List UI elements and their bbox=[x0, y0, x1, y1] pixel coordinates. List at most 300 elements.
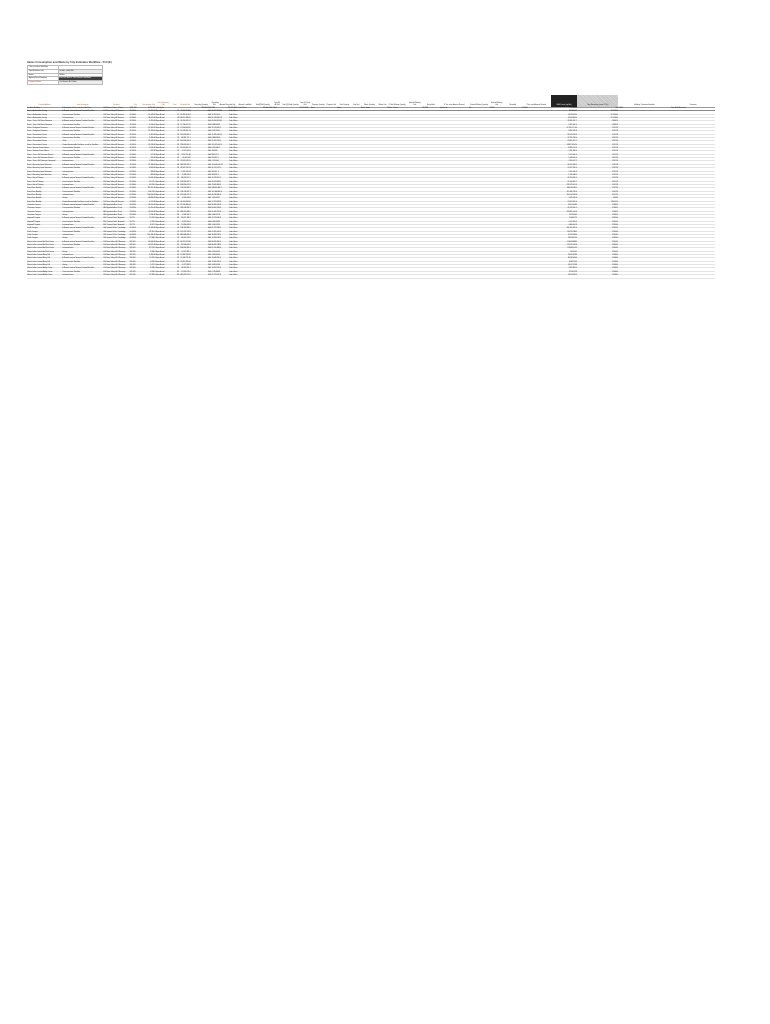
table-cell[interactable]: 38,870.38 bbox=[141, 118, 156, 121]
table-cell[interactable]: Basin - Summer Power House bbox=[27, 148, 62, 151]
table-cell[interactable]: 18 bbox=[170, 228, 179, 231]
table-cell[interactable]: Cubic Meter bbox=[217, 111, 237, 114]
table-cell[interactable]: Epos Actual bbox=[156, 181, 171, 184]
table-cell[interactable]: 34,917,4489 bbox=[551, 204, 577, 207]
table-cell[interactable]: kWh bbox=[191, 258, 211, 261]
table-cell[interactable]: Cubic Meter bbox=[217, 134, 237, 137]
table-cell[interactable]: 1 bbox=[179, 107, 191, 110]
table-cell[interactable]: Basin - Recreational Centre bbox=[27, 144, 62, 147]
table-cell[interactable]: 22,6869 bbox=[577, 265, 618, 268]
column-header[interactable]: Program Quantity bbox=[311, 95, 326, 108]
table-cell[interactable]: South Campus bbox=[27, 231, 62, 234]
table-cell[interactable]: 3,498.48 bbox=[141, 255, 156, 258]
table-cell[interactable]: 18 bbox=[170, 151, 179, 154]
table-cell[interactable]: kWh bbox=[191, 124, 211, 127]
table-cell[interactable]: 79,891,261 7 bbox=[551, 141, 577, 144]
table-cell[interactable]: 109 Buzz Valley Hill / Marzerey bbox=[103, 258, 129, 261]
table-cell[interactable]: Basin River Monthly bbox=[27, 198, 62, 201]
table-cell[interactable]: 146,788.48 bbox=[141, 235, 156, 238]
table-cell[interactable]: 18,097,891 8 bbox=[179, 268, 191, 271]
table-cell[interactable]: 22,6728 bbox=[577, 144, 618, 147]
table-cell[interactable]: 13,092.89 bbox=[141, 128, 156, 131]
table-cell[interactable]: 33,627,976 13 bbox=[180, 168, 191, 170]
table-cell[interactable]: 38 bbox=[170, 265, 179, 268]
table-cell[interactable]: Cubic Meter bbox=[217, 245, 237, 248]
table-cell[interactable]: Lakewood area bbox=[62, 225, 103, 228]
table-cell[interactable]: 18 bbox=[170, 118, 179, 121]
table-cell[interactable]: Cubic Meter bbox=[217, 161, 237, 164]
table-cell[interactable]: Epos Actual bbox=[156, 131, 171, 134]
column-header[interactable]: Amount Landfilled bbox=[238, 95, 253, 108]
table-cell[interactable]: 500 La - Tonne bbox=[387, 107, 407, 110]
table-cell[interactable]: 62,908.4 bbox=[129, 154, 141, 157]
table-cell[interactable]: 56,225,234 3 bbox=[551, 134, 577, 137]
table-cell[interactable]: Cubic Meter bbox=[217, 138, 237, 141]
table-cell[interactable]: 2,098,4722 bbox=[551, 218, 577, 221]
table-cell[interactable]: 29,245,805 13 bbox=[180, 131, 191, 133]
table-cell[interactable]: 18 bbox=[170, 134, 179, 137]
table-cell[interactable]: 109,612,380 00 bbox=[179, 118, 191, 120]
table-cell[interactable]: 38 bbox=[170, 141, 179, 144]
table-cell[interactable]: Cubic Meter bbox=[217, 164, 237, 167]
table-cell[interactable]: 48,888.48 bbox=[141, 198, 156, 201]
table-cell[interactable]: 109 Buzz Valley Hill Vermont bbox=[103, 144, 129, 147]
table-cell[interactable]: Cross-sectional Facilities bbox=[62, 181, 103, 184]
table-cell[interactable]: 3,498.48 bbox=[141, 138, 156, 141]
table-cell[interactable]: Epos Actual bbox=[156, 208, 171, 211]
table-cell[interactable]: 4,944,099 6 bbox=[211, 251, 221, 253]
table-cell[interactable]: 31,147,097 4 bbox=[211, 168, 221, 170]
table-cell[interactable]: 38 bbox=[170, 218, 179, 221]
table-cell[interactable]: 9,499.48 bbox=[141, 134, 156, 137]
table-cell[interactable]: 3,145,049 8 bbox=[551, 198, 577, 201]
table-cell[interactable]: Epos Actual bbox=[156, 211, 171, 214]
table-cell[interactable]: Basin - Ambassador County bbox=[27, 118, 62, 121]
column-header[interactable]: Facilities bbox=[103, 95, 129, 108]
table-cell[interactable]: kWh bbox=[191, 148, 211, 151]
table-cell[interactable]: 11,278,691 5 bbox=[211, 178, 221, 180]
table-cell[interactable]: 38 bbox=[170, 178, 179, 181]
table-cell[interactable]: 28,159,8119 bbox=[551, 275, 577, 278]
table-cell[interactable]: kWh bbox=[191, 111, 211, 114]
table-cell[interactable]: Cross-sectional Facilities bbox=[62, 131, 103, 134]
table-cell[interactable]: 3,082,098 6 bbox=[211, 265, 221, 267]
table-cell[interactable]: kWh bbox=[191, 231, 211, 234]
table-cell[interactable]: 45,929,044 0 bbox=[211, 231, 221, 233]
table-cell[interactable]: Basin - Macauley, Lyme Nazarene bbox=[27, 171, 62, 174]
table-cell[interactable]: 12,868,378 66 bbox=[180, 255, 191, 257]
table-cell[interactable]: 2,151,960 3 bbox=[551, 171, 577, 174]
table-cell[interactable]: US Gallon bbox=[551, 107, 577, 110]
table-cell[interactable]: Epos Actual bbox=[156, 238, 171, 241]
table-cell[interactable]: 62,908.4 bbox=[129, 168, 141, 171]
table-cell[interactable]: 18 bbox=[170, 154, 179, 157]
table-cell[interactable]: 900 Summit St Ste, Cambridge bbox=[103, 238, 129, 241]
meta-value[interactable]: Willow bbox=[58, 73, 103, 77]
table-cell[interactable]: 582,081 bbox=[129, 275, 141, 278]
table-cell[interactable]: Epos Actual bbox=[156, 124, 171, 127]
table-cell[interactable]: 109 Buzz Valley Hill Vermont bbox=[103, 194, 129, 197]
column-header[interactable]: Entered Waiting Unit bbox=[489, 95, 504, 108]
table-cell[interactable]: Basin River Monthly bbox=[27, 201, 62, 204]
table-cell[interactable]: 4,270.48 bbox=[141, 201, 156, 204]
table-cell[interactable]: 96,009,902 bbox=[179, 158, 191, 161]
table-cell[interactable]: Cross-sectional Facilities bbox=[62, 231, 103, 234]
table-cell[interactable]: 582,081 bbox=[129, 255, 141, 258]
table-cell[interactable]: 28,6823 bbox=[577, 124, 618, 127]
table-cell[interactable]: Hopewell Campus bbox=[27, 221, 62, 224]
table-cell[interactable]: 17,089,920 0 bbox=[211, 261, 221, 263]
table-cell[interactable]: 97,297,4890 bbox=[551, 235, 577, 238]
table-cell[interactable]: 60,908.4 bbox=[129, 228, 141, 231]
table-cell[interactable]: 41150.908 bbox=[141, 107, 156, 110]
table-cell[interactable]: kWh bbox=[191, 248, 211, 251]
table-cell[interactable]: 65,722,088 5 bbox=[211, 228, 221, 230]
table-cell[interactable]: 118,703,687 3 bbox=[180, 191, 191, 193]
table-cell[interactable]: 116,350,8882 bbox=[551, 241, 577, 244]
table-cell[interactable]: Cubic Meter bbox=[217, 248, 237, 251]
table-cell[interactable]: kWh bbox=[191, 178, 211, 181]
table-cell[interactable]: 37 bbox=[170, 148, 179, 151]
table-cell[interactable]: Clearview Campus bbox=[27, 214, 62, 217]
table-cell[interactable]: Cross-sectional Facilities bbox=[62, 261, 103, 264]
table-cell[interactable]: 109 Buzz Valley Hill / Marzerey bbox=[103, 248, 129, 251]
table-cell[interactable]: kWh bbox=[191, 158, 211, 161]
table-cell[interactable] bbox=[671, 275, 715, 278]
table-cell[interactable]: 109 Buzz Valley Hill / Marzerey bbox=[103, 261, 129, 264]
table-cell[interactable]: 109 Buzz Valley Hill Vermont bbox=[103, 154, 129, 157]
table-cell[interactable]: Cubic Meter bbox=[217, 208, 237, 211]
table-cell[interactable]: 62,908.4 bbox=[129, 134, 141, 137]
column-header[interactable]: If Total Waiting Quantity bbox=[387, 95, 407, 108]
table-cell[interactable]: kWh bbox=[191, 218, 211, 221]
table-cell[interactable]: 70,959,810 6 bbox=[551, 201, 577, 204]
table-cell[interactable]: 18 bbox=[170, 128, 179, 131]
table-cell[interactable]: Lakewood area bbox=[62, 235, 103, 238]
table-cell[interactable]: Cubic Meter bbox=[217, 218, 237, 221]
table-cell[interactable]: 7,937,939 18 bbox=[179, 171, 191, 174]
table-cell[interactable]: A Remote various Nausea Provided Facilities bbox=[62, 178, 103, 181]
table-cell[interactable]: 98,284,802 bbox=[551, 111, 577, 114]
table-cell[interactable]: 62,908.4 bbox=[129, 164, 141, 167]
table-cell[interactable]: 158,081,886 4 bbox=[180, 228, 191, 230]
table-cell[interactable]: 99,344.48 bbox=[141, 228, 156, 231]
table-cell[interactable]: Cubic Meter bbox=[217, 265, 237, 268]
table-cell[interactable]: Area bbox=[311, 107, 326, 110]
table-cell[interactable]: 62,908.4 bbox=[129, 158, 141, 161]
table-cell[interactable]: 93,095,4824 bbox=[551, 118, 577, 121]
table-cell[interactable]: 100,891,414 6 bbox=[551, 211, 577, 214]
table-cell[interactable]: Other bbox=[62, 141, 103, 144]
table-cell[interactable]: Lakewood area bbox=[62, 184, 103, 187]
table-cell[interactable] bbox=[422, 275, 440, 278]
table-cell[interactable]: 21,026,452 1 bbox=[551, 181, 577, 184]
table-cell[interactable]: kWh bbox=[191, 188, 211, 191]
table-cell[interactable]: 22,8469 bbox=[577, 245, 618, 248]
table-cell[interactable]: 22,6728 bbox=[577, 148, 618, 151]
table-cell[interactable]: 47,0000 bbox=[522, 107, 551, 110]
table-cell[interactable]: Product Accountable Facilities, as well as Facilities bbox=[62, 144, 103, 147]
table-cell[interactable]: Cross-sectional Facilities bbox=[62, 245, 103, 248]
table-cell[interactable]: 18 bbox=[170, 191, 179, 194]
table-cell[interactable]: 18 bbox=[170, 158, 179, 161]
table-cell[interactable]: Cubic Meter bbox=[217, 214, 237, 217]
table-cell[interactable]: 22,299,177 00 bbox=[551, 128, 577, 131]
table-cell[interactable]: kWh bbox=[191, 251, 211, 254]
table-cell[interactable]: 18 bbox=[170, 238, 179, 241]
table-cell[interactable]: kWh bbox=[191, 154, 211, 157]
table-cell[interactable]: Cubic Meter bbox=[217, 151, 237, 154]
table-cell[interactable]: 883,953,376 3 bbox=[180, 164, 191, 166]
column-header[interactable]: If Yes, total Amount Reused bbox=[522, 95, 551, 108]
table-cell[interactable]: 5,096.48 bbox=[141, 148, 156, 151]
table-cell[interactable] bbox=[618, 275, 671, 278]
table-cell[interactable]: 62,908.4 bbox=[129, 171, 141, 174]
table-cell[interactable] bbox=[282, 275, 300, 278]
table-cell[interactable] bbox=[337, 275, 352, 278]
table-cell[interactable]: Basin - Macauley, Lyme Nazarene bbox=[27, 174, 62, 177]
table-cell[interactable]: 338,600,866 1 bbox=[211, 188, 222, 190]
table-cell[interactable]: 22,6869 bbox=[577, 268, 618, 271]
table-cell[interactable]: A Remote various Nausea Provided Facilities bbox=[62, 258, 103, 261]
table-cell[interactable]: 49,159,090 5 bbox=[551, 208, 577, 211]
table-cell[interactable]: 60,908.4 bbox=[129, 231, 141, 234]
table-cell[interactable]: 1,227,483 0 bbox=[551, 221, 577, 224]
table-cell[interactable] bbox=[273, 275, 282, 278]
table-cell[interactable]: Basin - Tusia, Old Protestant Service bbox=[27, 154, 62, 157]
table-cell[interactable]: 22,8346 bbox=[577, 225, 618, 228]
table-cell[interactable]: 58,013,808 5 bbox=[211, 181, 221, 183]
table-cell[interactable]: 28,152.63 400 bbox=[211, 111, 222, 113]
table-cell[interactable]: 38 bbox=[170, 275, 179, 278]
table-cell[interactable]: 309,117 4 bbox=[211, 171, 219, 173]
table-cell[interactable]: Martin Luther Lecture/Ability Centre bbox=[27, 268, 62, 271]
table-cell[interactable]: 109 Buzz Valley Hill Vermont bbox=[103, 134, 129, 137]
table-cell[interactable] bbox=[407, 275, 422, 278]
table-cell[interactable]: 22,8346 bbox=[577, 218, 618, 221]
table-cell[interactable]: Cubic Meter bbox=[217, 261, 237, 264]
table-cell[interactable]: kWh bbox=[191, 181, 211, 184]
table-cell[interactable]: 108,709.8 bbox=[141, 191, 156, 194]
table-cell[interactable]: 35,415,948 9 bbox=[551, 164, 577, 167]
table-cell[interactable]: Epos Actual bbox=[156, 158, 171, 161]
table-cell[interactable]: kWh bbox=[191, 168, 211, 171]
table-cell[interactable]: Epos Actual bbox=[156, 128, 171, 131]
table-cell[interactable] bbox=[522, 275, 551, 278]
table-cell[interactable]: 38 bbox=[170, 261, 179, 264]
table-cell[interactable]: No bbox=[577, 107, 618, 110]
table-cell[interactable]: 1,299,048 2 bbox=[551, 174, 577, 177]
table-cell[interactable]: 582,081 bbox=[129, 245, 141, 248]
table-cell[interactable]: Epos Actual bbox=[156, 261, 171, 264]
table-cell[interactable]: 62,908.4 bbox=[129, 121, 141, 124]
table-cell[interactable]: Epos Actual bbox=[156, 225, 171, 228]
table-cell[interactable]: 109 Buzz Valley Hill Vermont bbox=[103, 198, 129, 201]
table-cell[interactable]: Basin - Prodigious Nazarene bbox=[27, 131, 62, 134]
table-cell[interactable]: 18,524,239 8 bbox=[211, 268, 221, 270]
table-cell[interactable]: 22,6728 bbox=[577, 191, 618, 194]
table-cell[interactable]: Light leval bbox=[440, 107, 469, 110]
table-cell[interactable]: 13,388.8 bbox=[141, 275, 156, 278]
table-cell[interactable]: 22,8469 bbox=[577, 251, 618, 254]
table-cell[interactable]: Cubic Meter bbox=[217, 211, 237, 214]
table-cell[interactable]: Clearview Campus bbox=[27, 208, 62, 211]
table-cell[interactable]: 118,374.48 bbox=[141, 188, 156, 191]
table-cell[interactable]: kWh bbox=[191, 245, 211, 248]
table-cell[interactable]: Basin - Recreational Centre bbox=[27, 141, 62, 144]
table-cell[interactable]: 2,739,888 8 bbox=[211, 271, 221, 273]
table-cell[interactable]: Basin - Tusia, Old Protestant Lakewood bbox=[27, 161, 62, 164]
table-cell[interactable]: 119,645,040 28 bbox=[211, 164, 223, 166]
table-cell[interactable]: 18 bbox=[170, 131, 179, 134]
table-cell[interactable]: 191,767,942 8 bbox=[180, 231, 191, 233]
table-cell[interactable]: 6,517.8 bbox=[141, 225, 156, 228]
table-cell[interactable]: 8,315,680 9 bbox=[211, 148, 221, 150]
table-cell[interactable]: Basin River Monthly bbox=[27, 188, 62, 191]
table-cell[interactable]: 16 bbox=[170, 121, 179, 124]
table-cell[interactable]: 28,434,813 04 bbox=[211, 121, 222, 123]
table-cell[interactable]: 25,905.64 869 bbox=[180, 111, 191, 113]
table-cell[interactable] bbox=[352, 275, 361, 278]
table-cell[interactable]: 900 Summit St Ste, Cambridge bbox=[103, 235, 129, 238]
table-cell[interactable]: 188,826,075 6 bbox=[180, 184, 191, 186]
table-cell[interactable]: Cubic Meter bbox=[217, 258, 237, 261]
table-cell[interactable]: 22,6728 bbox=[577, 181, 618, 184]
table-cell[interactable]: A Remote various Nausea Provided Facilities bbox=[62, 121, 103, 124]
table-cell[interactable]: 22,8829 bbox=[577, 211, 618, 214]
table-cell[interactable]: Cross-sectional Facilities bbox=[62, 221, 103, 224]
table-cell[interactable]: Cubic Meter bbox=[217, 118, 237, 121]
table-cell[interactable]: Epos Actual bbox=[156, 161, 171, 164]
table-cell[interactable]: Epos Actual bbox=[156, 214, 171, 217]
table-cell[interactable]: 8,161,460 4 bbox=[551, 124, 577, 127]
table-cell[interactable]: 58,958.4 bbox=[129, 214, 141, 217]
column-header[interactable]: Total (T) Fluid Unit bbox=[299, 95, 311, 108]
table-cell[interactable]: 109 Buzz Valley Hill Vermont bbox=[103, 188, 129, 191]
table-cell[interactable]: 2,8983 bbox=[577, 198, 618, 201]
table-cell[interactable]: 29,819,782 66 bbox=[180, 261, 191, 263]
table-cell[interactable]: 28,811,492 7 bbox=[551, 121, 577, 124]
table-cell[interactable]: A Remote various Nausea Provided Facilities bbox=[62, 134, 103, 137]
table-cell[interactable]: 109 Buzz Valley Hill Vermont bbox=[103, 151, 129, 154]
table-cell[interactable]: Clearview Campus bbox=[27, 211, 62, 214]
table-cell[interactable]: 28,157,7188 bbox=[551, 265, 577, 268]
column-header[interactable]: Entered Waiting Unit bbox=[407, 95, 422, 108]
table-cell[interactable]: 17,736,427 16 bbox=[180, 124, 191, 126]
table-cell[interactable]: 800 Thomas Road / Hopewell bbox=[103, 218, 129, 221]
table-cell[interactable]: Library bbox=[62, 238, 103, 241]
table-cell[interactable]: 38 bbox=[170, 245, 179, 248]
table-cell[interactable]: kWh bbox=[191, 235, 211, 238]
table-cell[interactable]: 49,971.48 bbox=[141, 245, 156, 248]
table-cell[interactable]: Cubic bbox=[273, 107, 282, 110]
table-cell[interactable]: 22,6728 bbox=[577, 158, 618, 161]
table-cell[interactable]: kWh bbox=[191, 118, 211, 121]
table-cell[interactable]: 62,908.4 bbox=[129, 161, 141, 164]
table-cell[interactable]: 112,989,178 6 bbox=[551, 191, 577, 194]
meta-value[interactable]: Jiu adt - sumi Erik bbox=[58, 69, 103, 73]
table-cell[interactable]: Lakewood area bbox=[62, 171, 103, 174]
table-cell[interactable]: 0231-356 bbox=[129, 107, 141, 110]
table-cell[interactable]: 12,923,893 8 bbox=[211, 201, 221, 203]
table-cell[interactable]: 582,081 bbox=[129, 251, 141, 254]
table-cell[interactable]: Cross-sectional Facilities bbox=[62, 271, 103, 274]
table-cell[interactable]: 11,577,886 7 bbox=[179, 251, 191, 254]
table-cell[interactable]: 58,779 bbox=[129, 218, 141, 221]
table-cell[interactable]: Cubic Meter bbox=[217, 121, 237, 124]
table-cell[interactable]: 62,908.4 bbox=[129, 148, 141, 151]
table-cell[interactable]: kWh bbox=[191, 225, 211, 228]
table-cell[interactable]: 168,285,667 3 bbox=[180, 181, 191, 183]
table-cell[interactable]: Epos Actual bbox=[156, 245, 171, 248]
table-cell[interactable]: 109 Buzz Valley Hill Vermont bbox=[103, 148, 129, 151]
table-cell[interactable]: Martin Luther Lecture/Ability Centre bbox=[27, 271, 62, 274]
table-cell[interactable]: Cubic Meter bbox=[217, 221, 237, 224]
table-cell[interactable]: 15,452.18 bbox=[141, 111, 156, 114]
table-cell[interactable]: 900 Summit St Ste, Cambridge bbox=[103, 231, 129, 234]
table-cell[interactable]: 87,176.8 bbox=[141, 248, 156, 251]
table-cell[interactable]: Lakewood area bbox=[62, 194, 103, 197]
table-cell[interactable]: 880,194,9812 bbox=[551, 188, 577, 191]
table-cell[interactable]: 33,872,788 7 bbox=[179, 218, 191, 221]
table-cell[interactable]: Epos Actual bbox=[156, 204, 171, 207]
table-cell[interactable]: 38 bbox=[170, 188, 179, 191]
table-cell[interactable]: 380,5524 bbox=[577, 201, 618, 204]
table-cell[interactable]: 9,571,623 8 bbox=[179, 151, 191, 154]
table-cell[interactable]: 22,6728 bbox=[577, 174, 618, 177]
table-cell[interactable]: Epos Actual bbox=[156, 184, 171, 187]
table-cell[interactable]: Cross-sectional Facilities bbox=[62, 114, 103, 117]
table-cell[interactable]: Epos Actual bbox=[156, 174, 171, 177]
table-cell[interactable]: kWh bbox=[191, 255, 211, 258]
table-cell[interactable]: 22,6869 bbox=[577, 258, 618, 261]
table-cell[interactable]: 800 Thomas Road / Hopewell bbox=[103, 221, 129, 224]
table-cell[interactable]: 62,908.4 bbox=[129, 188, 141, 191]
table-cell[interactable]: Epos Actual bbox=[156, 118, 171, 121]
table-cell[interactable]: 38 bbox=[170, 201, 179, 204]
table-cell[interactable]: 28,6823 bbox=[577, 121, 618, 124]
table-cell[interactable]: 125,767,4418 bbox=[551, 245, 577, 248]
table-cell[interactable]: 299.88 bbox=[141, 158, 156, 161]
table-cell[interactable]: 22.3 3866 bbox=[577, 114, 618, 117]
table-cell[interactable]: A Remote various Nausea Provided Facilities bbox=[62, 204, 103, 207]
table-cell[interactable]: Cross-sectional Facilities bbox=[62, 168, 103, 171]
table-cell[interactable]: 37,629,809 12 bbox=[180, 148, 191, 150]
table-cell[interactable]: Cross-sectional Facilities bbox=[62, 138, 103, 141]
table-cell[interactable]: 109 Buzz Valley Hill Vermont bbox=[103, 118, 129, 121]
table-cell[interactable]: Library bbox=[62, 198, 103, 201]
table-cell[interactable]: 18 bbox=[170, 231, 179, 234]
table-cell[interactable]: 582,081 bbox=[129, 258, 141, 261]
table-cell[interactable]: 133,767,9845 bbox=[551, 231, 577, 234]
table-cell[interactable]: Epos Actual bbox=[156, 201, 171, 204]
table-cell[interactable]: 109 Buzz Valley Hill / Marzerey bbox=[103, 275, 129, 278]
table-cell[interactable]: Martin Luther Lecture/Hall Kirk Center bbox=[27, 241, 62, 244]
table-cell[interactable]: 109 Buzz Valley Hill Vermont bbox=[103, 158, 129, 161]
table-cell[interactable]: 22,8469 bbox=[577, 241, 618, 244]
table-cell[interactable]: 119,168,860 8 bbox=[211, 191, 222, 193]
table-cell[interactable]: 62,908.4 bbox=[129, 151, 141, 154]
table-cell[interactable]: 22,8346 bbox=[577, 221, 618, 224]
table-cell[interactable]: 109 Buzz Valley Hill Vermont bbox=[103, 201, 129, 204]
table-cell[interactable]: 1,979,9649 bbox=[551, 214, 577, 217]
table-cell[interactable]: kWh bbox=[191, 171, 211, 174]
table-cell[interactable]: 8,888,680 8 bbox=[211, 138, 221, 140]
table-cell[interactable]: Cross-sectional Facilities bbox=[62, 124, 103, 127]
column-header[interactable]: Program Unit bbox=[325, 95, 337, 108]
table-cell[interactable]: 582,081 bbox=[129, 248, 141, 251]
table-cell[interactable]: 32,763.60 5 bbox=[211, 114, 221, 116]
